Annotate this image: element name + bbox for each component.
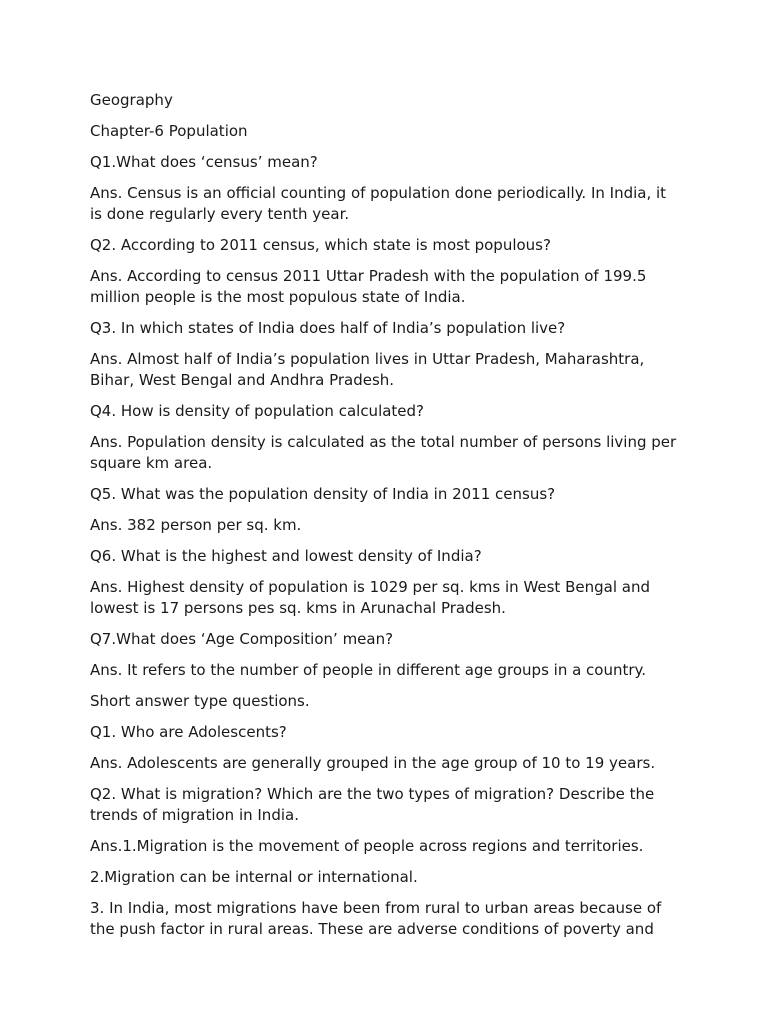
short-question-q1: Q1. Who are Adolescents? <box>90 723 287 741</box>
short-question-q2: Q2. What is migration? Which are the two types of migration? Describe the trends of migration in India. <box>90 785 655 824</box>
short-answer-q1: Ans. Adolescents are generally grouped in the age group of 10 to 19 years. <box>90 754 656 772</box>
section-heading-short-answer: Short answer type questions. <box>90 692 310 710</box>
short-answer-q2-point-1: Ans.1.Migration is the movement of people across regions and territories. <box>90 837 644 855</box>
answer-q2: Ans. According to census 2011 Uttar Pradesh with the population of 199.5 million people is the most populous state of India. <box>90 267 647 306</box>
short-answer-q2-point-2: 2.Migration can be internal or international. <box>90 868 418 886</box>
question-q7: Q7.What does ‘Age Composition’ mean? <box>90 630 394 648</box>
subject-heading: Geography <box>90 91 173 109</box>
question-q6: Q6. What is the highest and lowest density of India? <box>90 547 482 565</box>
answer-q5: Ans. 382 person per sq. km. <box>90 516 302 534</box>
question-q5: Q5. What was the population density of India in 2011 census? <box>90 485 556 503</box>
question-q4: Q4. How is density of population calculated? <box>90 402 425 420</box>
answer-q1: Ans. Census is an official counting of population done periodically. In India, it is done regularly every tenth year. <box>90 184 667 223</box>
question-q1: Q1.What does ‘census’ mean? <box>90 153 318 171</box>
document-page <box>90 90 680 950</box>
answer-q7: Ans. It refers to the number of people in different age groups in a country. <box>90 661 647 679</box>
answer-q6: Ans. Highest density of population is 1029 per sq. kms in West Bengal and lowest is 17 persons pes sq. kms in Arunachal Pradesh. <box>90 578 650 617</box>
answer-q3: Ans. Almost half of India’s population lives in Uttar Pradesh, Maharashtra, Bihar, West Bengal and Andhra Pradesh. <box>90 350 645 389</box>
question-q3: Q3. In which states of India does half of India’s population live? <box>90 319 566 337</box>
question-q2: Q2. According to 2011 census, which state is most populous? <box>90 236 551 254</box>
chapter-heading: Chapter-6 Population <box>90 122 248 140</box>
answer-q4: Ans. Population density is calculated as the total number of persons living per square km area. <box>90 433 677 472</box>
short-answer-q2-point-3: 3. In India, most migrations have been from rural to urban areas because of the push factor in rural areas. These are adverse conditions of poverty and <box>90 899 662 938</box>
